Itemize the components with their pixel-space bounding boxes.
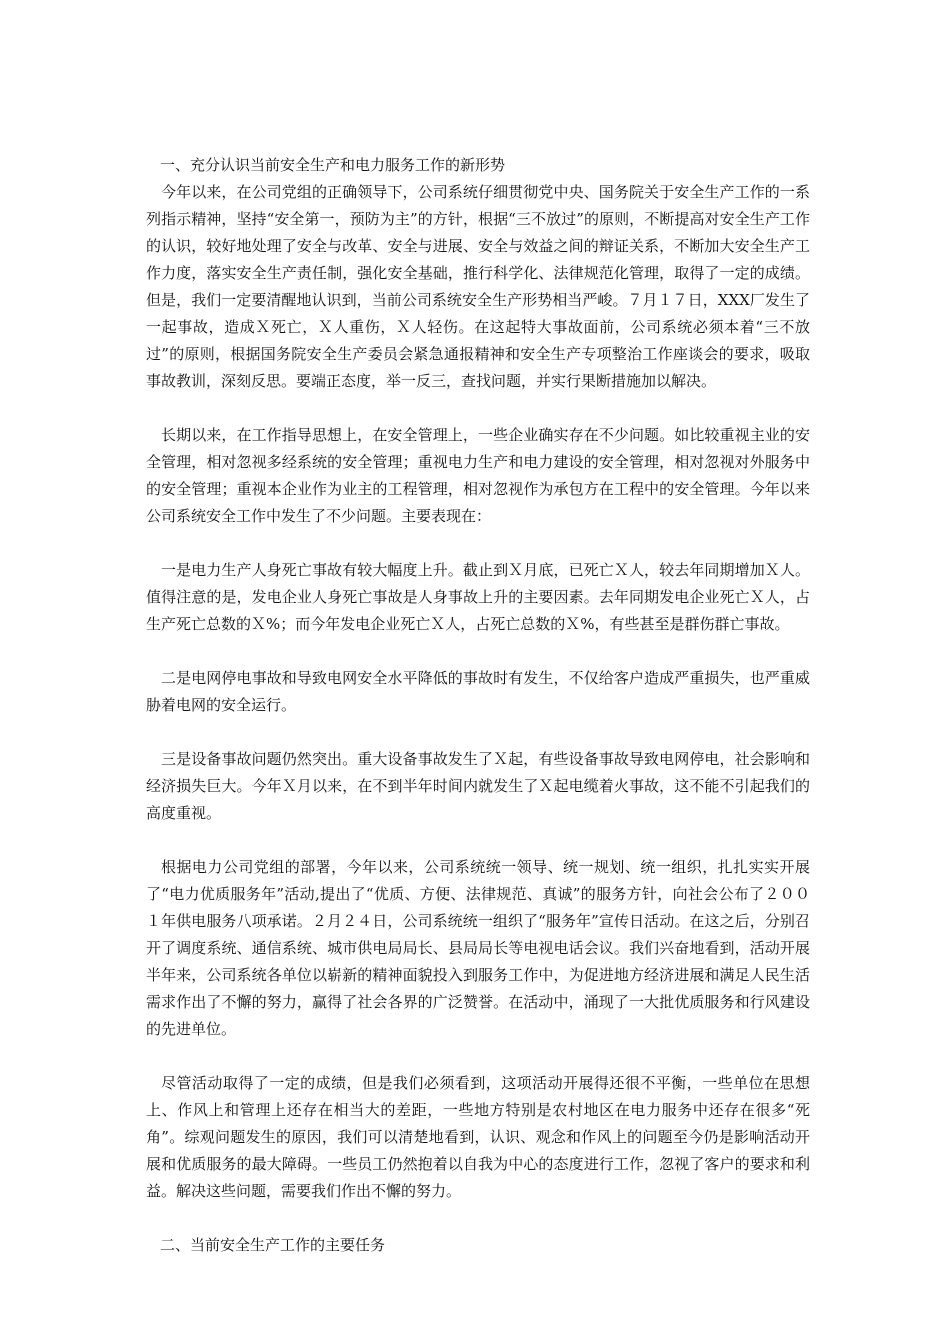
paragraph-spacer [146,530,810,557]
paragraph-spacer [146,1205,810,1232]
document-body [146,152,810,1259]
paragraph-spacer [146,827,810,854]
paragraph-7: 尽管活动取得了一定的成绩，但是我们必须看到，这项活动开展得还很不平衡，一些单位在思想上、作风上和管理上还存在相当大的差距，一些地方特别是农村地区在电力服务中还存在很多“死角”。综观问题发生的原因，我们可以清楚地看到，认识、观念和作风上的问题至今仍是影响活动开展和优质服务的最大障碍。一些员工仍然抱着以自我为中心的态度进行工作，忽视了客户的要求和利益。解决这些问题，需要我们作出不懈的努力。 [146,1074,810,1200]
paragraph-4: 二是电网停电事故和导致电网安全水平降低的事故时有发生，不仅给客户造成严重损失，也严重威胁着电网的安全运行。 [146,669,810,714]
paragraph-6: 根据电力公司党组的部署，今年以来，公司系统统一领导、统一规划、统一组织，扎扎实实开展了“电力优质服务年”活动,提出了“优质、方便、法律规范、真诚”的服务方针，向社会公布了２００１年供电服务八项承诺。２月２４日，公司系统统一组织了“服务年”宣传日活动。在这之后，分别召开了调度系统、通信系统、城市供电局局长、县局局长等电视电话会议。我们兴奋地看到，活动开展半年来，公司系统各单位以崭新的精神面貌投入到服务工作中，为促进地方经济进展和满足人民生活需求作出了不懈的努力，赢得了社会各界的广泛赞誉。在活动中，涌现了一大批优质服务和行风建设的先进单位。 [146,858,810,1038]
paragraph-3: 一是电力生产人身死亡事故有较大幅度上升。截止到Ｘ月底，已死亡Ｘ人，较去年同期增加Ｘ人。值得注意的是，发电企业人身死亡事故是人身事故上升的主要因素。去年同期发电企业死亡Ｘ人，占生产死亡总数的Ｘ%；而今年发电企业死亡Ｘ人，占死亡总数的Ｘ%，有些甚至是群伤群亡事故。 [146,561,810,633]
paragraph-spacer [146,719,810,746]
paragraph-spacer [146,1043,810,1070]
paragraph-spacer [146,395,810,422]
section-heading-2: 二、当前安全生产工作的主要任务 [160,1236,386,1254]
paragraph-1: 今年以来，在公司党组的正确领导下，公司系统仔细贯彻党中央、国务院关于安全生产工作的一系列指示精神，坚持“安全第一，预防为主”的方针，根据“三不放过”的原则，不断提高对安全生产工作的认识，较好地处理了安全与改革、安全与进展、安全与效益之间的辩证关系，不断加大安全生产工作力度，落实安全生产责任制，强化安全基础，推行科学化、法律规范化管理，取得了一定的成绩。但是，我们一定要清醒地认识到，当前公司系统安全生产形势相当严峻。７月１７日，XXX厂发生了一起事故，造成Ｘ死亡，Ｘ人重伤，Ｘ人轻伤。在这起特大事故面前，公司系统必须本着“三不放过”的原则，根据国务院安全生产委员会紧急通报精神和安全生产专项整治工作座谈会的要求，吸取事故教训，深刻反思。要端正态度，举一反三，查找问题，并实行果断措施加以解决。 [146,183,810,390]
section-heading-1: 一、充分认识当前安全生产和电力服务工作的新形势 [160,156,506,174]
paragraph-spacer [146,638,810,665]
paragraph-5: 三是设备事故问题仍然突出。重大设备事故发生了Ｘ起，有些设备事故导致电网停电，社会影响和经济损失巨大。今年Ｘ月以来，在不到半年时间内就发生了Ｘ起电缆着火事故，这不能不引起我们的高度重视。 [146,750,810,822]
paragraph-2: 长期以来，在工作指导思想上，在安全管理上，一些企业确实存在不少问题。如比较重视主业的安全管理，相对忽视多经系统的安全管理；重视电力生产和电力建设的安全管理，相对忽视对外服务中的安全管理；重视本企业作为业主的工程管理，相对忽视作为承包方在工程中的安全管理。今年以来公司系统安全工作中发生了不少问题。主要表现在： [146,426,810,525]
